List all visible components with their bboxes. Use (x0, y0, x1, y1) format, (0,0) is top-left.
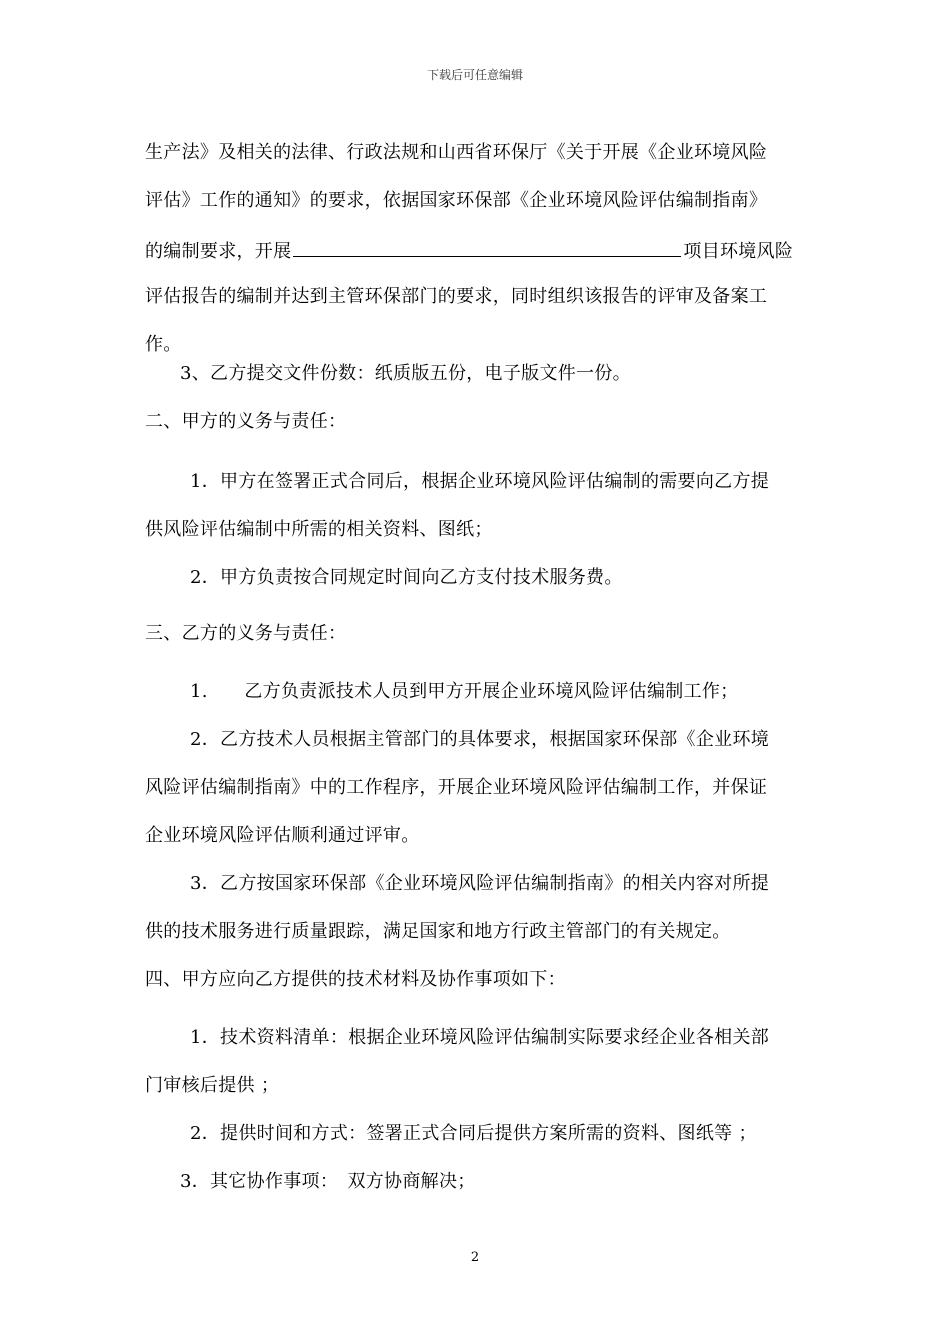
paragraph-line: 1．甲方在签署正式合同后，根据企业环境风险评估编制的需要向乙方提 (190, 471, 770, 492)
paragraph-line: 供的技术服务进行质量跟踪，满足国家和地方行政主管部门的有关规定。 (145, 921, 731, 942)
paragraph-line: 门审核后提供 ； (145, 1075, 280, 1096)
paragraph-line: 3．其它协作事项： 双方协商解决； (180, 1171, 476, 1192)
paragraph-line: 风险评估编制指南》中的工作程序，开展企业环境风险评估编制工作，并保证 (145, 777, 768, 798)
paragraph-line: 供风险评估编制中所需的相关资料、图纸； (145, 519, 493, 540)
paragraph-text: 项目环境风险 (683, 241, 794, 262)
paragraph-line: 作。 (145, 334, 182, 355)
page-header: 下载后可任意编辑 (426, 68, 523, 82)
paragraph-line: 评估》工作的通知》的要求，依据国家环保部《企业环境风险评估编制指南》 (145, 190, 768, 211)
project-name-blank (293, 237, 681, 257)
section-heading: 二、甲方的义务与责任： (145, 411, 347, 432)
paragraph-line: 生产法》及相关的法律、行政法规和山西省环保厅《关于开展《企业环境风险 (145, 142, 768, 163)
paragraph-line: 2．乙方技术人员根据主管部门的具体要求，根据国家环保部《企业环境 (190, 729, 770, 750)
paragraph-line: 2．甲方负责按合同规定时间向乙方支付技术服务费。 (190, 567, 623, 588)
paragraph-line: 1．技术资料清单：根据企业环境风险评估编制实际要求经企业各相关部 (190, 1027, 770, 1048)
paragraph-text: 的编制要求，开展 (145, 241, 292, 262)
paragraph-line: 评估报告的编制并达到主管环保部门的要求，同时组织该报告的评审及备案工 (145, 286, 768, 307)
paragraph-line: 企业环境风险评估顺利通过评审。 (145, 825, 420, 846)
paragraph-line: 1. 乙方负责派技术人员到甲方开展企业环境风险评估编制工作； (190, 681, 739, 702)
section-heading: 四、甲方应向乙方提供的技术材料及协作事项如下： (145, 969, 566, 990)
section-heading: 三、乙方的义务与责任： (145, 623, 347, 644)
page-number: 2 (470, 1250, 480, 1265)
paragraph-line: 2．提供时间和方式：签署正式合同后提供方案所需的资料、图纸等 ； (190, 1123, 757, 1144)
paragraph-line-with-blank (145, 237, 793, 264)
paragraph-line: 3．乙方按国家环保部《企业环境风险评估编制指南》的相关内容对所提 (190, 873, 770, 894)
paragraph-line: 3、乙方提交文件份数：纸质版五份，电子版文件一份。 (180, 363, 631, 384)
